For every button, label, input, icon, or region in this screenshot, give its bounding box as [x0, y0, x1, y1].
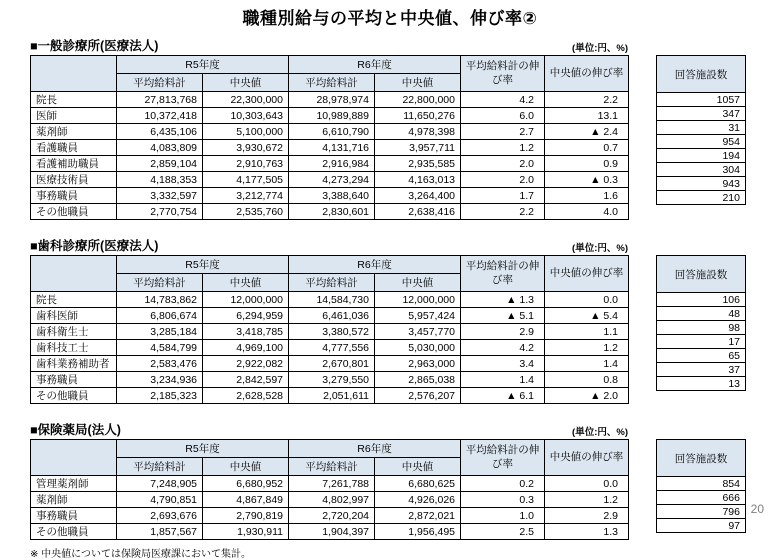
job-title-cell: 院長 — [31, 92, 117, 108]
job-title-cell: 医療技術員 — [31, 172, 117, 188]
table-row — [31, 92, 629, 108]
median-growth-cell: 1.2 — [545, 340, 629, 356]
median-growth-cell: 4.0 — [545, 204, 629, 220]
section-insurance-pharmacies — [30, 420, 746, 540]
r5-median-cell: 4,867,849 — [203, 492, 289, 508]
median-growth-cell: 2.9 — [545, 508, 629, 524]
r5-average-cell: 7,248,905 — [117, 476, 203, 492]
facility-count-row — [657, 321, 746, 335]
salary-table — [30, 439, 629, 540]
r5-average-cell: 3,285,184 — [117, 324, 203, 340]
r6-median-cell: 2,935,585 — [375, 156, 461, 172]
col-header-r5: R5年度 — [117, 440, 289, 458]
average-growth-cell: 4.2 — [461, 340, 545, 356]
r5-average-cell: 2,693,676 — [117, 508, 203, 524]
section-label: ■歯科診療所(医療法人) — [30, 239, 159, 253]
table-row — [31, 140, 629, 156]
r6-median-cell: 1,956,495 — [375, 524, 461, 540]
facility-count-row — [657, 163, 746, 177]
r5-average-cell: 10,372,418 — [117, 108, 203, 124]
r6-median-cell: 3,457,770 — [375, 324, 461, 340]
facility-count-row — [657, 349, 746, 363]
r6-average-cell: 2,916,984 — [289, 156, 375, 172]
average-growth-cell: 3.4 — [461, 356, 545, 372]
section-label: ■保険薬局(法人) — [30, 423, 121, 437]
table-row — [31, 340, 629, 356]
col-header-r5: R5年度 — [117, 56, 289, 74]
facility-count-cell: 943 — [657, 177, 746, 191]
facility-count-cell: 37 — [657, 363, 746, 377]
col-header-avg-salary: 平均給料計 — [117, 274, 203, 292]
col-header-facility-count: 回答施設数 — [657, 256, 746, 293]
facility-count-cell: 31 — [657, 121, 746, 135]
r5-average-cell: 27,813,768 — [117, 92, 203, 108]
average-growth-cell: 2.7 — [461, 124, 545, 140]
table-row — [31, 524, 629, 540]
r6-median-cell: 2,963,000 — [375, 356, 461, 372]
r6-median-cell: 5,030,000 — [375, 340, 461, 356]
r5-median-cell: 2,842,597 — [203, 372, 289, 388]
r5-average-cell: 2,770,754 — [117, 204, 203, 220]
facility-count-cell: 796 — [657, 505, 746, 519]
job-title-cell: 院長 — [31, 292, 117, 308]
r5-average-cell: 2,859,104 — [117, 156, 203, 172]
r5-average-cell: 4,584,799 — [117, 340, 203, 356]
r5-median-cell: 2,922,082 — [203, 356, 289, 372]
salary-table — [30, 255, 629, 404]
job-title-cell: その他職員 — [31, 388, 117, 404]
col-header-median-growth: 中央値の伸び率 — [545, 56, 629, 92]
facility-count-cell: 194 — [657, 149, 746, 163]
col-header-facility-count: 回答施設数 — [657, 440, 746, 477]
table-row — [31, 188, 629, 204]
job-title-cell: 看護職員 — [31, 140, 117, 156]
r6-average-cell: 14,584,730 — [289, 292, 375, 308]
col-header-median: 中央値 — [203, 74, 289, 92]
r5-median-cell: 2,790,819 — [203, 508, 289, 524]
average-growth-cell: 6.0 — [461, 108, 545, 124]
job-title-cell: 事務職員 — [31, 508, 117, 524]
slide-page — [0, 4, 780, 560]
job-title-cell: 歯科衛生士 — [31, 324, 117, 340]
r5-median-cell: 2,628,528 — [203, 388, 289, 404]
facility-count-row — [657, 135, 746, 149]
r6-median-cell: 4,163,013 — [375, 172, 461, 188]
section-general-clinics — [30, 36, 746, 220]
r5-median-cell: 3,418,785 — [203, 324, 289, 340]
col-header-median: 中央値 — [375, 74, 461, 92]
median-growth-cell: 1.6 — [545, 188, 629, 204]
facility-count-cell: 13 — [657, 377, 746, 391]
median-growth-cell: ▲ 2.4 — [545, 124, 629, 140]
facility-count-row — [657, 121, 746, 135]
r5-median-cell: 1,930,911 — [203, 524, 289, 540]
r5-median-cell: 2,910,763 — [203, 156, 289, 172]
col-header-r6: R6年度 — [289, 440, 461, 458]
facility-count-row — [657, 177, 746, 191]
table-row — [31, 124, 629, 140]
col-header-avg-growth: 平均給料計の伸び率 — [461, 56, 545, 92]
r6-median-cell: 3,957,711 — [375, 140, 461, 156]
footnote: ※ 中央値については保険局医療課において集計。 — [30, 549, 251, 560]
col-header-median: 中央値 — [203, 458, 289, 476]
r5-average-cell: 6,806,674 — [117, 308, 203, 324]
average-growth-cell: 1.0 — [461, 508, 545, 524]
r5-median-cell: 6,294,959 — [203, 308, 289, 324]
col-header-median-growth: 中央値の伸び率 — [545, 256, 629, 292]
facility-count-row — [657, 505, 746, 519]
job-title-cell: 薬剤師 — [31, 124, 117, 140]
r5-median-cell: 6,680,952 — [203, 476, 289, 492]
facility-count-cell: 65 — [657, 349, 746, 363]
r6-average-cell: 1,904,397 — [289, 524, 375, 540]
table-row — [31, 308, 629, 324]
col-header-r5: R5年度 — [117, 256, 289, 274]
table-row — [31, 388, 629, 404]
r5-median-cell: 12,000,000 — [203, 292, 289, 308]
r6-median-cell: 6,680,625 — [375, 476, 461, 492]
job-title-cell: その他職員 — [31, 524, 117, 540]
unit-label: (単位:円、%) — [572, 243, 628, 254]
r6-median-cell: 2,638,416 — [375, 204, 461, 220]
r5-median-cell: 2,535,760 — [203, 204, 289, 220]
col-header-avg-growth: 平均給料計の伸び率 — [461, 256, 545, 292]
section-dental-clinics — [30, 236, 746, 404]
average-growth-cell: ▲ 5.1 — [461, 308, 545, 324]
facility-count-cell: 666 — [657, 491, 746, 505]
facility-count-cell: 17 — [657, 335, 746, 349]
facility-count-table — [656, 55, 746, 205]
r6-average-cell: 3,279,550 — [289, 372, 375, 388]
r6-average-cell: 3,380,572 — [289, 324, 375, 340]
col-header-median: 中央値 — [203, 274, 289, 292]
r6-average-cell: 3,388,640 — [289, 188, 375, 204]
facility-count-row — [657, 293, 746, 307]
r5-average-cell: 1,857,567 — [117, 524, 203, 540]
facility-count-cell: 347 — [657, 107, 746, 121]
r6-average-cell: 28,978,974 — [289, 92, 375, 108]
col-header-avg-salary: 平均給料計 — [117, 74, 203, 92]
r6-average-cell: 4,131,716 — [289, 140, 375, 156]
col-header-median-growth: 中央値の伸び率 — [545, 440, 629, 476]
r5-median-cell: 4,969,100 — [203, 340, 289, 356]
job-title-cell: 薬剤師 — [31, 492, 117, 508]
table-row — [31, 508, 629, 524]
r6-median-cell: 4,926,026 — [375, 492, 461, 508]
median-growth-cell: 1.1 — [545, 324, 629, 340]
job-title-cell: 看護補助職員 — [31, 156, 117, 172]
table-row — [31, 356, 629, 372]
corner-cell — [31, 56, 117, 92]
facility-count-table — [656, 255, 746, 391]
facility-count-cell: 106 — [657, 293, 746, 307]
r6-average-cell: 10,989,889 — [289, 108, 375, 124]
average-growth-cell: 0.2 — [461, 476, 545, 492]
median-growth-cell: 2.2 — [545, 92, 629, 108]
r5-median-cell: 3,212,774 — [203, 188, 289, 204]
section-head — [30, 420, 628, 438]
page-title: 職種別給与の平均と中央値、伸び率② — [242, 9, 538, 28]
col-header-median: 中央値 — [375, 458, 461, 476]
section-body — [30, 439, 746, 540]
r5-average-cell: 4,083,809 — [117, 140, 203, 156]
r6-median-cell: 22,800,000 — [375, 92, 461, 108]
r6-median-cell: 2,576,207 — [375, 388, 461, 404]
r6-average-cell: 4,273,294 — [289, 172, 375, 188]
facility-count-row — [657, 377, 746, 391]
r5-median-cell: 10,303,643 — [203, 108, 289, 124]
facility-count-cell: 304 — [657, 163, 746, 177]
r5-average-cell: 4,188,353 — [117, 172, 203, 188]
r6-median-cell: 2,872,021 — [375, 508, 461, 524]
average-growth-cell: 2.9 — [461, 324, 545, 340]
col-header-avg-salary: 平均給料計 — [289, 458, 375, 476]
facility-count-cell: 48 — [657, 307, 746, 321]
r5-median-cell: 3,930,672 — [203, 140, 289, 156]
facility-count-row — [657, 363, 746, 377]
job-title-cell: 管理薬剤師 — [31, 476, 117, 492]
page-number: 20 — [750, 502, 764, 516]
facility-count-cell: 854 — [657, 477, 746, 491]
table-row — [31, 204, 629, 220]
r5-average-cell: 6,435,106 — [117, 124, 203, 140]
median-growth-cell: ▲ 2.0 — [545, 388, 629, 404]
unit-label: (単位:円、%) — [572, 427, 628, 438]
corner-cell — [31, 440, 117, 476]
facility-count-row — [657, 307, 746, 321]
r6-average-cell: 2,830,601 — [289, 204, 375, 220]
r5-average-cell: 3,234,936 — [117, 372, 203, 388]
facility-count-cell: 210 — [657, 191, 746, 205]
col-header-avg-salary: 平均給料計 — [289, 274, 375, 292]
average-growth-cell: 1.2 — [461, 140, 545, 156]
table-row — [31, 108, 629, 124]
facility-count-table — [656, 439, 746, 533]
r5-average-cell: 2,583,476 — [117, 356, 203, 372]
facility-count-cell: 1057 — [657, 93, 746, 107]
col-header-avg-growth: 平均給料計の伸び率 — [461, 440, 545, 476]
r6-median-cell: 12,000,000 — [375, 292, 461, 308]
salary-table — [30, 55, 629, 220]
average-growth-cell: ▲ 6.1 — [461, 388, 545, 404]
median-growth-cell: 0.7 — [545, 140, 629, 156]
median-growth-cell: 1.4 — [545, 356, 629, 372]
job-title-cell: 歯科医師 — [31, 308, 117, 324]
average-growth-cell: 1.7 — [461, 188, 545, 204]
median-growth-cell: 0.0 — [545, 476, 629, 492]
r6-median-cell: 5,957,424 — [375, 308, 461, 324]
average-growth-cell: 2.0 — [461, 172, 545, 188]
average-growth-cell: 2.2 — [461, 204, 545, 220]
job-title-cell: 歯科技工士 — [31, 340, 117, 356]
col-header-avg-salary: 平均給料計 — [289, 74, 375, 92]
facility-count-row — [657, 93, 746, 107]
table-row — [31, 292, 629, 308]
facility-count-row — [657, 191, 746, 205]
average-growth-cell: 2.0 — [461, 156, 545, 172]
facility-count-row — [657, 477, 746, 491]
facility-count-row — [657, 107, 746, 121]
r6-median-cell: 4,978,398 — [375, 124, 461, 140]
r6-average-cell: 6,461,036 — [289, 308, 375, 324]
r5-average-cell: 14,783,862 — [117, 292, 203, 308]
r6-average-cell: 2,051,611 — [289, 388, 375, 404]
r6-average-cell: 7,261,788 — [289, 476, 375, 492]
r6-average-cell: 2,720,204 — [289, 508, 375, 524]
col-header-r6: R6年度 — [289, 256, 461, 274]
table-row — [31, 476, 629, 492]
average-growth-cell: 4.2 — [461, 92, 545, 108]
average-growth-cell: 2.5 — [461, 524, 545, 540]
table-row — [31, 492, 629, 508]
table-row — [31, 372, 629, 388]
r5-median-cell: 4,177,505 — [203, 172, 289, 188]
facility-count-row — [657, 519, 746, 533]
facility-count-row — [657, 491, 746, 505]
table-row — [31, 172, 629, 188]
r5-average-cell: 2,185,323 — [117, 388, 203, 404]
job-title-cell: 歯科業務補助者 — [31, 356, 117, 372]
section-label: ■一般診療所(医療法人) — [30, 39, 159, 53]
job-title-cell: 事務職員 — [31, 372, 117, 388]
col-header-avg-salary: 平均給料計 — [117, 458, 203, 476]
r5-median-cell: 22,300,000 — [203, 92, 289, 108]
table-row — [31, 156, 629, 172]
facility-count-cell: 97 — [657, 519, 746, 533]
section-head — [30, 236, 628, 254]
median-growth-cell: 1.3 — [545, 524, 629, 540]
median-growth-cell: 0.0 — [545, 292, 629, 308]
job-title-cell: 事務職員 — [31, 188, 117, 204]
facility-count-row — [657, 335, 746, 349]
r5-average-cell: 3,332,597 — [117, 188, 203, 204]
r6-median-cell: 11,650,276 — [375, 108, 461, 124]
r5-median-cell: 5,100,000 — [203, 124, 289, 140]
col-header-median: 中央値 — [375, 274, 461, 292]
r6-average-cell: 6,610,790 — [289, 124, 375, 140]
average-growth-cell: 1.4 — [461, 372, 545, 388]
median-growth-cell: 1.2 — [545, 492, 629, 508]
average-growth-cell: ▲ 1.3 — [461, 292, 545, 308]
section-head — [30, 36, 628, 54]
section-body — [30, 255, 746, 404]
corner-cell — [31, 256, 117, 292]
job-title-cell: 医師 — [31, 108, 117, 124]
r6-average-cell: 4,777,556 — [289, 340, 375, 356]
col-header-facility-count: 回答施設数 — [657, 56, 746, 93]
r5-average-cell: 4,790,851 — [117, 492, 203, 508]
unit-label: (単位:円、%) — [572, 43, 628, 54]
r6-average-cell: 2,670,801 — [289, 356, 375, 372]
r6-median-cell: 3,264,400 — [375, 188, 461, 204]
r6-median-cell: 2,865,038 — [375, 372, 461, 388]
median-growth-cell: ▲ 0.3 — [545, 172, 629, 188]
median-growth-cell: 13.1 — [545, 108, 629, 124]
table-row — [31, 324, 629, 340]
col-header-r6: R6年度 — [289, 56, 461, 74]
median-growth-cell: 0.8 — [545, 372, 629, 388]
median-growth-cell: 0.9 — [545, 156, 629, 172]
facility-count-cell: 954 — [657, 135, 746, 149]
r6-average-cell: 4,802,997 — [289, 492, 375, 508]
job-title-cell: その他職員 — [31, 204, 117, 220]
median-growth-cell: ▲ 5.4 — [545, 308, 629, 324]
facility-count-cell: 98 — [657, 321, 746, 335]
facility-count-row — [657, 149, 746, 163]
section-body — [30, 55, 746, 220]
average-growth-cell: 0.3 — [461, 492, 545, 508]
